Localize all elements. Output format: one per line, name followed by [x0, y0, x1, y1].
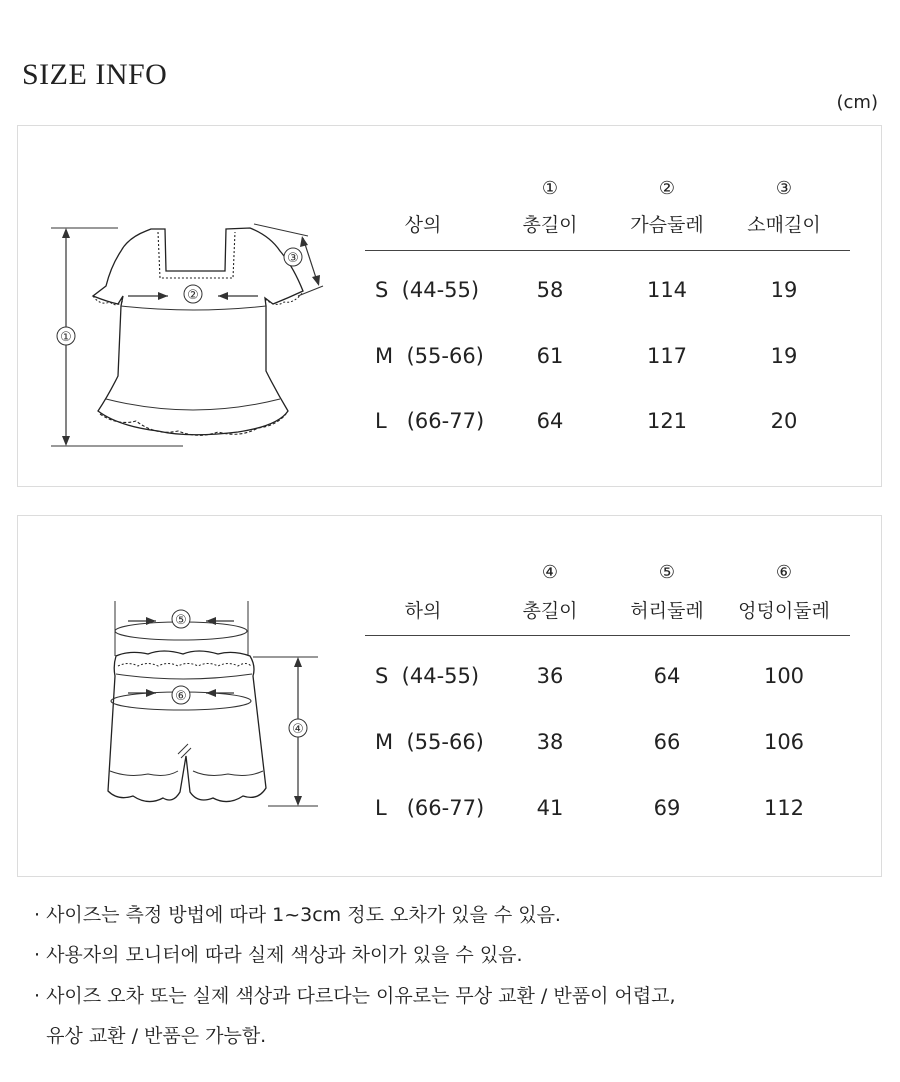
- col-label: 가슴둘레: [630, 214, 704, 236]
- table-cell: 106: [763, 730, 805, 754]
- marker-2: ②: [187, 288, 199, 303]
- table-cell: 19: [770, 278, 798, 302]
- top-size-table: [365, 126, 850, 486]
- table-cell: 66: [653, 730, 681, 754]
- col-label: 총길이: [522, 214, 578, 236]
- table-cell: 19: [770, 344, 798, 368]
- col-num: ⑤: [658, 562, 676, 583]
- marker-1: ①: [60, 330, 72, 345]
- bottom-size-panel: [17, 515, 882, 877]
- shorts-illustration: [18, 516, 358, 878]
- table-row-size: S (44-55): [375, 278, 480, 302]
- col-num: ⑥: [775, 562, 793, 583]
- table-cell: 114: [646, 278, 688, 302]
- bottom-size-table: [365, 516, 850, 876]
- marker-4: ④: [292, 722, 304, 737]
- table-cell: 38: [536, 730, 564, 754]
- top-table-label: 상의: [404, 214, 442, 236]
- table-cell: 61: [536, 344, 564, 368]
- col-num: ②: [658, 178, 676, 199]
- col-label: 총길이: [522, 600, 578, 622]
- marker-3: ③: [287, 251, 299, 266]
- table-cell: 41: [536, 796, 564, 820]
- table-row-size: M (55-66): [375, 730, 484, 754]
- table-cell: 64: [536, 409, 564, 433]
- note-line: · 사이즈 오차 또는 실제 색상과 다르다는 이유로는 무상 교환 / 반품이 어렵고,: [34, 985, 676, 1007]
- table-cell: 117: [646, 344, 688, 368]
- table-cell: 69: [653, 796, 681, 820]
- header-rule: [365, 635, 850, 636]
- marker-5: ⑤: [175, 613, 187, 628]
- col-num: ③: [775, 178, 793, 199]
- blouse-illustration: [18, 126, 358, 488]
- col-label: 엉덩이둘레: [738, 600, 830, 622]
- bottom-table-label: 하의: [404, 600, 442, 622]
- note-line: 유상 교환 / 반품은 가능함.: [34, 1025, 267, 1047]
- table-row-size: M (55-66): [375, 344, 484, 368]
- table-row-size: S (44-55): [375, 664, 480, 688]
- table-cell: 36: [536, 664, 564, 688]
- col-label: 소매길이: [747, 214, 821, 236]
- table-row-size: L (66-77): [375, 409, 485, 433]
- table-cell: 112: [763, 796, 805, 820]
- table-cell: 64: [653, 664, 681, 688]
- table-cell: 121: [646, 409, 688, 433]
- header-rule: [365, 250, 850, 251]
- col-label: 허리둘레: [630, 600, 704, 622]
- col-num: ④: [541, 562, 559, 583]
- note-line: · 사용자의 모니터에 따라 실제 색상과 차이가 있을 수 있음.: [34, 944, 523, 966]
- note-line: · 사이즈는 측정 방법에 따라 1~3cm 정도 오차가 있을 수 있음.: [34, 904, 561, 926]
- table-row-size: L (66-77): [375, 796, 485, 820]
- table-cell: 58: [536, 278, 564, 302]
- unit-label: (cm): [836, 92, 878, 113]
- marker-6: ⑥: [175, 689, 187, 704]
- table-cell: 20: [770, 409, 798, 433]
- col-num: ①: [541, 178, 559, 199]
- table-cell: 100: [763, 664, 805, 688]
- page-title: SIZE INFO: [22, 58, 168, 91]
- top-size-panel: [17, 125, 882, 487]
